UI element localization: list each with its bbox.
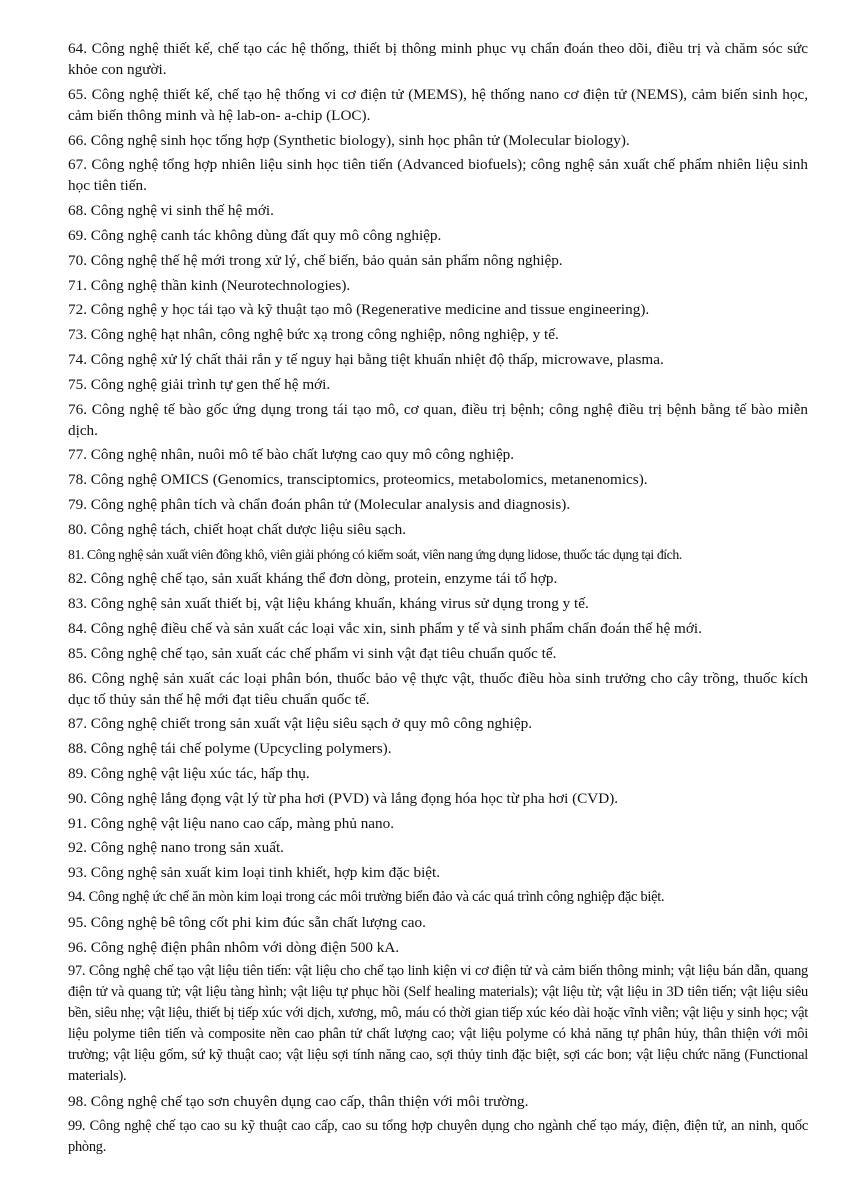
list-item: 81. Công nghệ sản xuất viên đông khô, viên giải phóng có kiểm soát, viên nang ứng dụng lidose, thuốc tác dụng tại đích. bbox=[68, 546, 682, 562]
list-item: 69. Công nghệ canh tác không dùng đất quy mô công nghiệp. bbox=[68, 226, 442, 244]
list-item: 88. Công nghệ tái chế polyme (Upcycling polymers). bbox=[68, 740, 392, 758]
list-item: 78. Công nghệ OMICS (Genomics, transciptomics, proteomics, metabolomics, metanenomics). bbox=[68, 471, 648, 489]
list-item: 83. Công nghệ sản xuất thiết bị, vật liệu kháng khuẩn, kháng virus sử dụng trong y tế. bbox=[68, 595, 589, 613]
list-item: 72. Công nghệ y học tái tạo và kỹ thuật tạo mô (Regenerative medicine and tissue engineering). bbox=[68, 301, 650, 319]
list-item: 70. Công nghệ thế hệ mới trong xử lý, chế biến, bảo quản sản phẩm nông nghiệp. bbox=[68, 251, 563, 269]
list-item: 64. Công nghệ thiết kế, chế tạo các hệ thống, thiết bị thông minh phục vụ chẩn đoán theo dõi, điều trị và chăm sóc sức khỏe con người. bbox=[68, 40, 808, 78]
list-item: 92. Công nghệ nano trong sản xuất. bbox=[68, 839, 284, 857]
list-item: 77. Công nghệ nhân, nuôi mô tế bào chất lượng cao quy mô công nghiệp. bbox=[68, 446, 515, 464]
list-item: 91. Công nghệ vật liệu nano cao cấp, màng phủ nano. bbox=[68, 814, 395, 832]
list-item: 98. Công nghệ chế tạo sơn chuyên dụng cao cấp, thân thiện với môi trường. bbox=[68, 1093, 529, 1111]
list-item: 68. Công nghệ vi sinh thế hệ mới. bbox=[68, 202, 274, 220]
list-item: 80. Công nghệ tách, chiết hoạt chất dược liệu siêu sạch. bbox=[68, 520, 407, 538]
list-item: 84. Công nghệ điều chế và sản xuất các loại vắc xin, sinh phẩm y tế và sinh phẩm chẩn đoán thế hệ mới. bbox=[68, 619, 702, 637]
list-item: 75. Công nghệ giải trình tự gen thế hệ mới. bbox=[68, 375, 331, 393]
list-item: 93. Công nghệ sản xuất kim loại tinh khiết, hợp kim đặc biệt. bbox=[68, 864, 441, 882]
list-item: 65. Công nghệ thiết kế, chế tạo hệ thống vi cơ điện tử (MEMS), hệ thống nano cơ điện tử (NEMS), cảm biến sinh học, cảm biến thông minh và hệ lab-on- a-chip (LOC). bbox=[68, 85, 808, 124]
list-item: 66. Công nghệ sinh học tổng hợp (Synthetic biology), sinh học phân tử (Molecular biology). bbox=[68, 131, 630, 149]
list-item: 94. Công nghệ ức chế ăn mòn kim loại trong các môi trường biển đảo và các quá trình công nghiệp đặc biệt. bbox=[68, 888, 665, 905]
list-item: 95. Công nghệ bê tông cốt phi kim đúc sẵn chất lượng cao. bbox=[68, 913, 426, 931]
technology-list bbox=[68, 38, 808, 1158]
list-item: 87. Công nghệ chiết trong sản xuất vật liệu siêu sạch ở quy mô công nghiệp. bbox=[68, 715, 532, 733]
list-item: 86. Công nghệ sản xuất các loại phân bón, thuốc bảo vệ thực vật, thuốc điều hòa sinh trưởng cho cây trồng, thuốc kích dục tố thủy sản thế hệ mới đạt tiêu chuẩn quốc tế. bbox=[68, 669, 808, 708]
list-item: 96. Công nghệ điện phân nhôm với dòng điện 500 kA. bbox=[68, 938, 400, 956]
list-item: 90. Công nghệ lắng đọng vật lý từ pha hơi (PVD) và lắng đọng hóa học từ pha hơi (CVD). bbox=[68, 789, 619, 807]
list-item: 89. Công nghệ vật liệu xúc tác, hấp thụ. bbox=[68, 764, 310, 782]
list-item: 71. Công nghệ thần kinh (Neurotechnologies). bbox=[68, 276, 351, 294]
list-item: 99. Công nghệ chế tạo cao su kỹ thuật cao cấp, cao su tổng hợp chuyên dụng cho ngành chế tạo máy, điện, điện tử, an ninh, quốc phòng. bbox=[68, 1117, 808, 1155]
list-item: 74. Công nghệ xử lý chất thải rắn y tế nguy hại bằng tiệt khuẩn nhiệt độ thấp, microwave, plasma. bbox=[68, 350, 664, 368]
list-item: 67. Công nghệ tổng hợp nhiên liệu sinh học tiên tiến (Advanced biofuels); công nghệ sản xuất chế phẩm nhiên liệu sinh học tiên tiến. bbox=[68, 156, 808, 195]
list-item: 85. Công nghệ chế tạo, sản xuất các chế phẩm vi sinh vật đạt tiêu chuẩn quốc tế. bbox=[68, 644, 557, 662]
list-item: 79. Công nghệ phân tích và chẩn đoán phân tử (Molecular analysis and diagnosis). bbox=[68, 495, 571, 513]
list-item: 97. Công nghệ chế tạo vật liệu tiên tiến: vật liệu cho chế tạo linh kiện vi cơ điện tử và cảm biến thông minh; vật liệu bán dẫn, quang điện tử và quang tử; vật liệu tàng hình; vật liệu tự phục hồi (Self healing materials); vật liệu từ; vật liệu in 3D tiên tiến; vật liệu siêu bền, siêu nhẹ; vật liệu, thiết bị tiếp xúc với dịch, xương, mô, máu có thời gian tiếp xúc kéo dài hoặc vĩnh viễn; vật liệu y sinh học; vật liệu polyme tiên tiến và composite nền cao phân tử chất lượng cao; vật liệu polyme có khả năng tự phân hủy, thân thiện với môi trường; vật liệu gốm, sứ kỹ thuật cao; vật liệu sợi tính năng cao, sợi thủy tinh đặc biệt, sợi các bon; vật liệu chức năng (Functional materials). bbox=[68, 963, 808, 1085]
list-item: 82. Công nghệ chế tạo, sản xuất kháng thể đơn dòng, protein, enzyme tái tổ hợp. bbox=[68, 570, 558, 588]
list-item: 76. Công nghệ tế bào gốc ứng dụng trong tái tạo mô, cơ quan, điều trị bệnh; công nghệ điều trị bệnh bằng tế bào miễn dịch. bbox=[68, 400, 808, 439]
list-item: 73. Công nghệ hạt nhân, công nghệ bức xạ trong công nghiệp, nông nghiệp, y tế. bbox=[68, 326, 559, 344]
